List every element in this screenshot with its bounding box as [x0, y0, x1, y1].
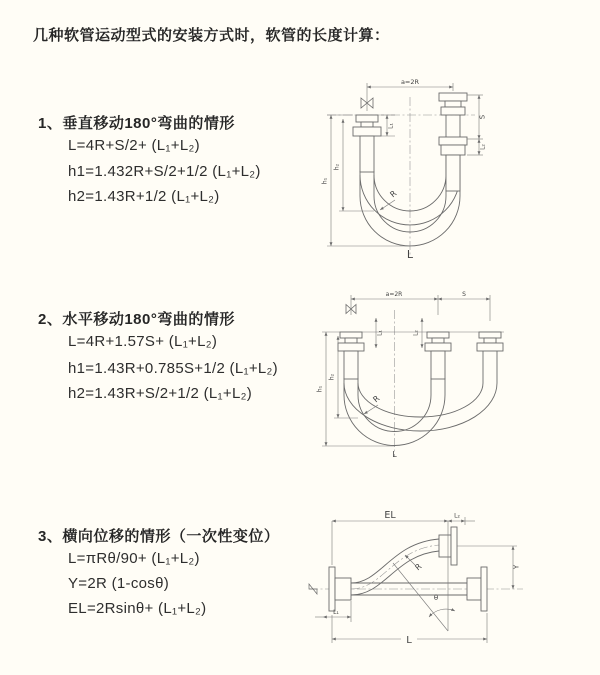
- diagram-horizontal-180-bend: [312, 285, 594, 460]
- dim-label-h2: h₂: [333, 163, 341, 171]
- dim-label-l2: L₂: [479, 144, 487, 150]
- braid-section: [431, 351, 445, 379]
- hose-body: [344, 351, 497, 446]
- dim-l: [332, 613, 487, 646]
- dim-l1: [376, 318, 384, 348]
- formula-3-Y: Y=2R (1-cosθ): [68, 575, 170, 592]
- dim-label-h2: h₂: [328, 373, 336, 381]
- braid-section: [344, 351, 358, 379]
- dim-y: [457, 546, 521, 589]
- formula-2-h2: h2=1.43R+S/2+1/2 (L₁+L₂): [68, 385, 253, 402]
- radius-label: R: [413, 561, 424, 573]
- dim-l2: [467, 139, 487, 155]
- chord-line: [393, 563, 448, 631]
- braid-section: [446, 155, 460, 191]
- dim-l2: [413, 318, 423, 348]
- radius-label: R: [388, 188, 399, 200]
- dim-label-l1: L₁: [333, 609, 339, 616]
- left-fitting: [338, 332, 364, 379]
- dim-label-h1: h₁: [316, 385, 324, 393]
- length-label: L: [406, 248, 414, 261]
- dim-label-el: EL: [384, 510, 396, 521]
- radius-callout: [364, 394, 382, 414]
- dim-label-s: S: [478, 114, 487, 120]
- dim-label-l2: L₂: [412, 330, 420, 336]
- dim-l2: [448, 513, 475, 526]
- section-3-heading: 3、横向位移的情形（一次性变位）: [38, 528, 280, 545]
- dim-label-theta: θ: [433, 594, 439, 602]
- right-fitting-lower: [439, 137, 467, 191]
- dim-s: [438, 291, 490, 299]
- radius-callout: [380, 189, 399, 210]
- braid-section: [360, 136, 374, 172]
- dim-label-l1: L₁: [387, 123, 395, 129]
- dim-el: [332, 510, 448, 565]
- dim-a2r: [351, 291, 490, 321]
- dim-s: [467, 95, 487, 139]
- diagram-lateral-displacement: [305, 505, 595, 655]
- formula-1-h1: h1=1.432R+S/2+1/2 (L₁+L₂): [68, 163, 261, 180]
- angle-theta: [429, 594, 455, 617]
- diagram-vertical-180-bend: [315, 75, 585, 260]
- dim-label-h1: h₁: [321, 177, 329, 185]
- right-fitting: [477, 332, 503, 351]
- dim-label-l2: L₂: [454, 512, 460, 520]
- right-flange-straight: [467, 567, 487, 611]
- section-1-heading: 1、垂直移动180°弯曲的情形: [38, 115, 235, 132]
- right-fitting-upper: [439, 93, 467, 115]
- formula-1-L: L=4R+S/2+ (L₁+L₂): [68, 137, 200, 154]
- radius-label: R: [371, 393, 382, 405]
- formula-2-h1: h1=1.43R+0.785S+1/2 (L₁+L₂): [68, 360, 278, 377]
- datum-symbol: [309, 584, 317, 594]
- dim-label-l: L: [406, 635, 412, 646]
- dim-label-s: S: [462, 291, 466, 298]
- dim-label-y: Y: [512, 564, 521, 570]
- left-flange: [329, 567, 351, 611]
- dim-label-l1: L₁: [376, 330, 384, 336]
- formula-3-EL: EL=2Rsinθ+ (L₁+L₂): [68, 600, 207, 617]
- middle-fitting: [425, 332, 451, 379]
- left-fitting: [353, 115, 381, 172]
- length-label: L: [392, 450, 397, 459]
- dim-label-a2r: a=2R: [385, 291, 403, 298]
- formula-1-h2: h2=1.43R+1/2 (L₁+L₂): [68, 188, 220, 205]
- dim-label-a2r: a=2R: [400, 78, 420, 86]
- page-title: 几种软管运动型式的安装方式时，软管的长度计算：: [33, 27, 390, 44]
- formula-2-L: L=4R+1.57S+ (L₁+L₂): [68, 333, 218, 350]
- section-2-heading: 2、水平移动180°弯曲的情形: [38, 311, 235, 328]
- formula-3-L: L=πRθ/90+ (L₁+L₂): [68, 550, 200, 567]
- hose-displaced-position: [351, 539, 439, 595]
